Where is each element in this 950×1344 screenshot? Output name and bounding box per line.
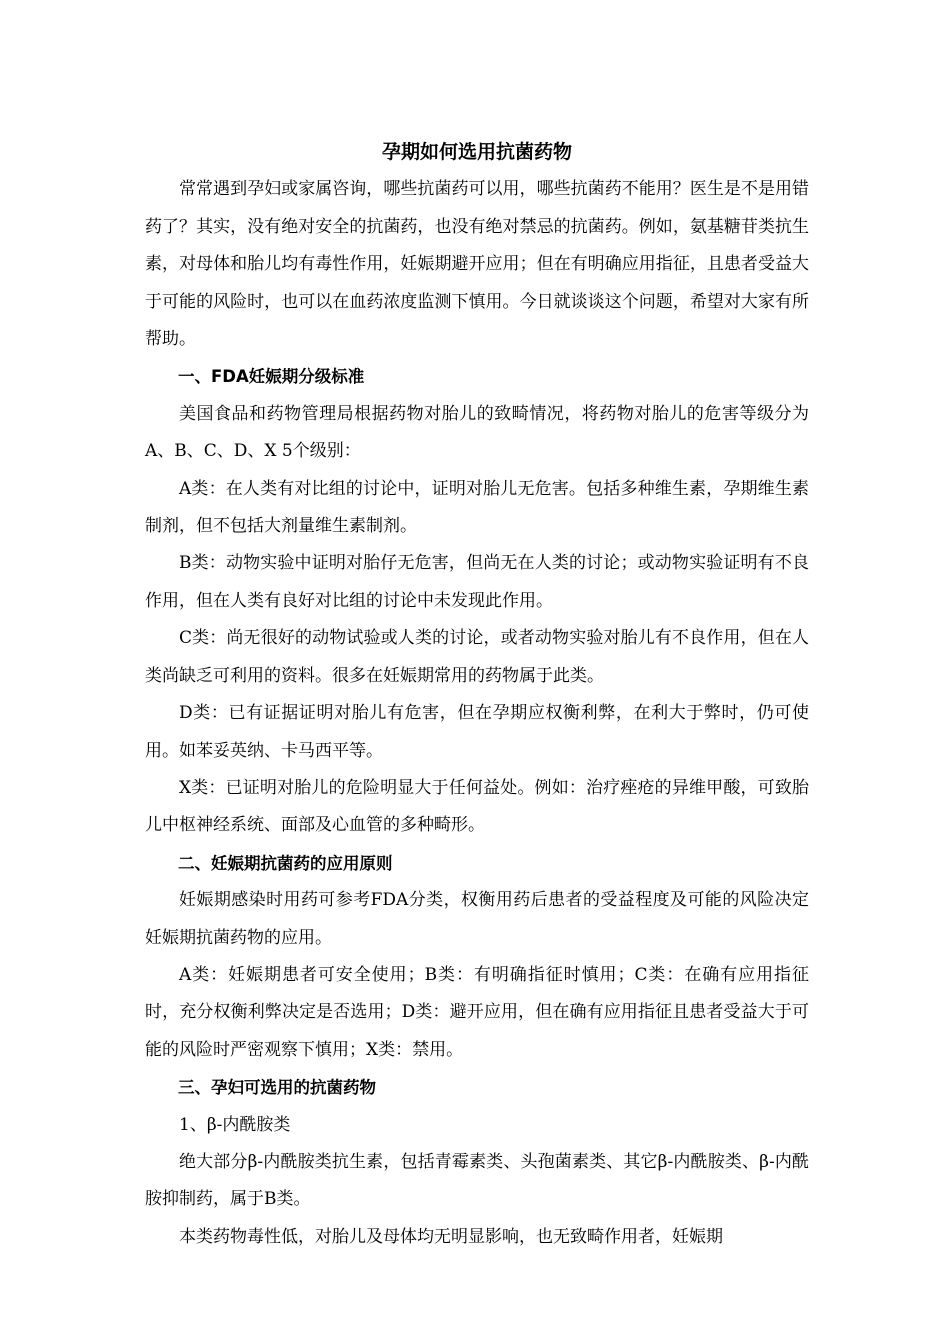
category-b-paragraph: B类：动物实验中证明对胎仔无危害，但尚无在人类的讨论；或动物实验证明有不良作用，但在人类有良好对比组的讨论中未发现此作用。: [145, 553, 809, 611]
section-heading-fda: 一、FDA妊娠期分级标准: [178, 367, 365, 387]
category-a-paragraph: A类：在人类有对比组的讨论中，证明对胎儿无危害。包括多种维生素，孕期维生素制剂，但不包括大剂量维生素制剂。: [145, 478, 809, 537]
section-heading-principles: 二、妊娠期抗菌药的应用原则: [178, 853, 393, 873]
category-c-paragraph: C类：尚无很好的动物试验或人类的讨论，或者动物实验对胎儿有不良作用，但在人类尚缺乏可利用的资料。很多在妊娠期常用的药物属于此类。: [145, 628, 809, 686]
principles-paragraph: 妊娠期感染时用药可参考FDA分类，权衡用药后患者的受益程度及可能的风险决定妊娠期抗菌药物的应用。: [145, 890, 809, 948]
fda-intro-paragraph: 美国食品和药物管理局根据药物对胎儿的致畸情况，将药物对胎儿的危害等级分为A、B、C、D、X 5个级别：: [145, 403, 809, 462]
category-x-paragraph: X类：已证明对胎儿的危险明显大于任何益处。例如：治疗痤疮的异维甲酸，可致胎儿中枢神经系统、面部及心血管的多种畸形。: [145, 777, 809, 836]
principles-categories-paragraph: A类：妊娠期患者可安全使用；B类：有明确指征时慎用；C类：在确有应用指征时，充分权衡利弊决定是否选用；D类：避开应用，但在确有应用指征且患者受益大于可能的风险时严密观察下慎用；X类：禁用。: [145, 964, 809, 1060]
beta-lactam-paragraph: 绝大部分β-内酰胺类抗生素，包括青霉素类、头孢菌素类、其它β-内酰胺类、β-内酰胺抑制药，属于B类。: [145, 1151, 809, 1210]
document-body: [145, 134, 809, 1256]
document-title: 孕期如何选用抗菌药物: [381, 141, 572, 163]
subsection-beta-lactam: 1、β-内酰胺类: [179, 1114, 291, 1135]
section-heading-drugs: 三、孕妇可选用的抗菌药物: [178, 1078, 376, 1098]
intro-paragraph: 常常遇到孕妇或家属咨询，哪些抗菌药可以用，哪些抗菌药不能用？医生是不是用错药了？其实，没有绝对安全的抗菌药，也没有绝对禁忌的抗菌药。例如，氨基糖苷类抗生素，对母体和胎儿均有毒性作用，妊娠期避开应用；但在有明确应用指征，且患者受益大于可能的风险时，也可以在血药浓度监测下慎用。今日就谈谈这个问题，希望对大家有所帮助。: [145, 179, 809, 350]
toxicity-paragraph: 本类药物毒性低，对胎儿及母体均无明显影响，也无致畸作用者，妊娠期: [179, 1226, 723, 1247]
category-d-paragraph: D类：已有证据证明对胎儿有危害，但在孕期应权衡利弊，在利大于弊时，仍可使用。如苯妥英纳、卡马西平等。: [145, 703, 809, 761]
